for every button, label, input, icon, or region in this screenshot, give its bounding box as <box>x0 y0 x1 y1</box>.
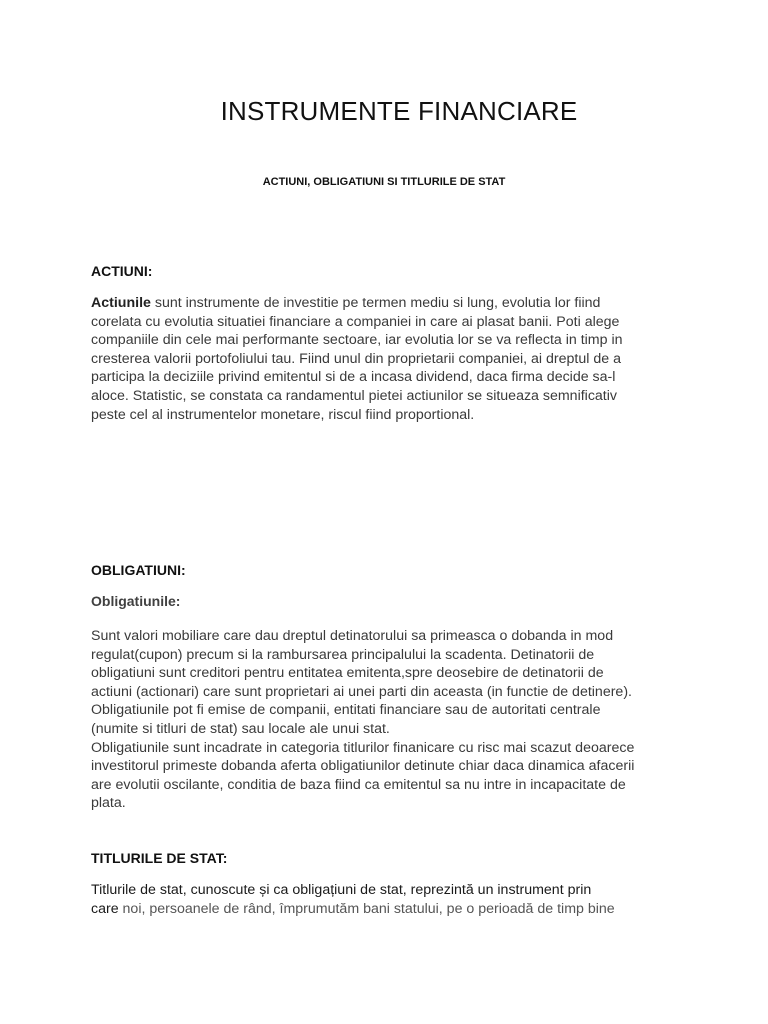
obligatiuni-line: investitorul primeste dobanda aferta obligatiunilor detinute chiar daca dinamica afacerii <box>91 758 635 775</box>
actiuni-line: peste cel al instrumentelor monetare, riscul fiind proportional. <box>91 406 475 423</box>
actiuni-lead-word: Actiunile <box>91 295 151 311</box>
obligatiuni-line: are evolutii oscilante, conditia de baza fiind ca emitentul sa nu intre in incapacitate de <box>91 776 626 793</box>
titluri-line-muted-part: noi, persoanele de rând, împrumutăm bani statului, pe o perioadă de timp bine <box>122 900 615 917</box>
actiuni-line: participa la deciziile privind emitentul si de a incasa dividend, daca firma decide sa-l <box>91 369 616 386</box>
obligatiuni-line: obligatiuni sunt creditori pentru entitatea emitenta,spre deosebire de detinatorii de <box>91 665 604 682</box>
document-title: INSTRUMENTE FINANCIARE <box>220 96 578 126</box>
obligatiuni-line: actiuni (actionari) care sunt proprietari ai unei parti din aceasta (in functie de detinere). <box>91 683 632 700</box>
section-heading-titluri: TITLURILE DE STAT: <box>91 850 228 866</box>
titluri-line: Titlurile de stat, cunoscute și ca obligațiuni de stat, reprezintă un instrument prin <box>91 882 592 898</box>
actiuni-line: cresterea valorii portofoliului tau. Fiind unul din proprietarii companiei, ai dreptul de a <box>91 350 621 367</box>
obligatiuni-subheading: Obligatiunile: <box>91 593 181 609</box>
document-subtitle: ACTIUNI, OBLIGATIUNI SI TITLURILE DE STAT <box>262 176 506 188</box>
obligatiuni-line: (numite si titluri de stat) sau locale ale unui stat. <box>91 720 390 737</box>
obligatiuni-line: Obligatiunile sunt incadrate in categoria titlurilor finanicare cu risc mai scazut deoarece <box>91 739 635 756</box>
actiuni-line: corelata cu evolutia situatiei financiare a companiei in care ai plasat banii. Poti alege <box>91 313 620 330</box>
actiuni-paragraph <box>91 294 691 424</box>
obligatiuni-line: plata. <box>91 795 126 812</box>
titluri-line-dark-part: care <box>91 900 123 917</box>
actiuni-line <box>91 294 691 313</box>
titluri-line <box>91 900 691 919</box>
actiuni-line: aloce. Statistic, se constata ca randamentul pietei actiunilor se situeaza semnificativ <box>91 387 617 404</box>
obligatiuni-line: regulat(cupon) precum si la rambursarea principalului la scadenta. Detinatorii de <box>91 646 595 663</box>
section-heading-actiuni: ACTIUNI: <box>91 263 153 279</box>
actiuni-line-text: sunt instrumente de investitie pe termen mediu si lung, evolutia lor fiind <box>150 295 601 311</box>
actiuni-line: companiile din cele mai performante sectoare, iar evolutia lor se va reflecta in timp in <box>91 332 623 349</box>
titluri-paragraph <box>91 881 691 918</box>
obligatiuni-paragraph <box>91 627 691 813</box>
obligatiuni-line: Sunt valori mobiliare care dau dreptul detinatorului sa primeasca o dobanda in mod <box>91 628 614 644</box>
section-heading-obligatiuni: OBLIGATIUNI: <box>91 562 186 578</box>
obligatiuni-line: Obligatiunile pot fi emise de companii, entitati financiare sau de autoritati centrale <box>91 702 601 719</box>
